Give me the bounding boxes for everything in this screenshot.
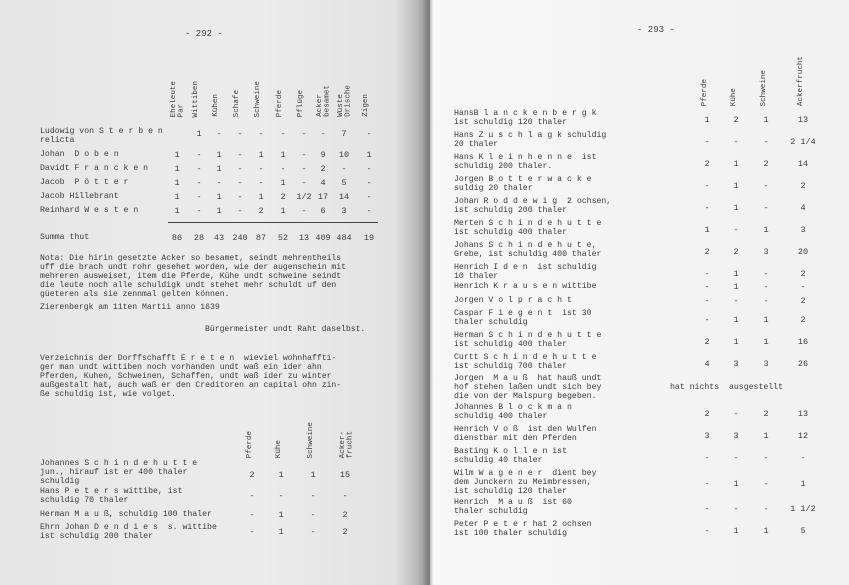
row-note: hat nichts ausgestellt xyxy=(670,383,784,392)
table-cell: 15 xyxy=(339,470,351,480)
table-cell: - xyxy=(249,510,255,520)
table-cell: 7 xyxy=(341,129,347,139)
row-name: Herman M a u ß, schuldig 100 thaler xyxy=(40,510,212,519)
table-cell: 1 xyxy=(733,526,739,536)
table-cell: 1 xyxy=(196,129,202,139)
column-header: Pflüge xyxy=(297,89,305,117)
total-cell: 484 xyxy=(336,233,352,243)
table-cell: 2 xyxy=(800,296,806,306)
table-cell: 3 xyxy=(341,206,347,216)
column-header: Kühe xyxy=(275,439,283,458)
table-cell: - xyxy=(763,296,769,306)
table-cell: 10 xyxy=(338,150,350,160)
table-cell: 1 xyxy=(216,164,222,174)
table-cell: - xyxy=(704,453,710,463)
table-cell: - xyxy=(704,504,710,514)
table-cell: 1 xyxy=(278,527,284,537)
table-cell: - xyxy=(196,192,202,202)
table-cell: 2 xyxy=(800,315,806,325)
table-cell: - xyxy=(763,453,769,463)
table-cell: 1 xyxy=(704,115,710,125)
table-cell: - xyxy=(366,192,372,202)
row-name: Henrich V o ß ist den Wulfen dienstbar mit den Pferden xyxy=(454,425,597,443)
table-cell: - xyxy=(237,129,243,139)
table-cell: 1 xyxy=(278,470,284,480)
total-cell: 86 xyxy=(171,233,183,243)
row-name: Caspar F i e g e n t ist 30 thaler schuldig xyxy=(454,309,592,327)
column-header: Acker besamet xyxy=(316,85,332,117)
table-cell: - xyxy=(763,504,769,514)
table-cell: 1 xyxy=(763,337,769,347)
table-cell: 1/2 xyxy=(296,192,312,202)
row-name: Jorgen V o l p r a c h t xyxy=(454,296,572,305)
page-number: - 293 - xyxy=(637,25,675,35)
table-cell: 1 xyxy=(280,178,286,188)
table-cell: 2 xyxy=(800,269,806,279)
table-cell: - xyxy=(280,129,286,139)
table-cell: 1 xyxy=(216,206,222,216)
table-cell: - xyxy=(763,269,769,279)
table-cell: 1 xyxy=(310,470,316,480)
table-cell: 3 xyxy=(800,225,806,235)
table-cell: 1 xyxy=(258,192,264,202)
column-header: Zigen xyxy=(362,94,370,117)
table-cell: - xyxy=(249,491,255,501)
row-name: Henrich M a u ß ist 60 thaler schuldig xyxy=(454,498,572,516)
row-name: Jorgen M a u ß hat hauß undt hof stehen laßen undt sich bey die von der Malspurg begeben. xyxy=(454,374,602,401)
table-cell: - xyxy=(800,282,806,292)
table-cell: - xyxy=(310,510,316,520)
table-cell: 2 xyxy=(733,115,739,125)
table-cell: 1 xyxy=(800,479,806,489)
table-cell: 4 xyxy=(800,203,806,213)
table-cell: 26 xyxy=(797,359,809,369)
table-cell: 1 xyxy=(216,150,222,160)
table-cell: 4 xyxy=(320,178,326,188)
table-cell: - xyxy=(216,178,222,188)
table-cell: - xyxy=(237,178,243,188)
table-cell: - xyxy=(763,203,769,213)
table-cell: 1 xyxy=(174,150,180,160)
table-cell: 1 xyxy=(174,164,180,174)
right-page xyxy=(430,0,849,585)
table-cell: - xyxy=(341,164,347,174)
table-cell: - xyxy=(366,206,372,216)
table-cell: - xyxy=(733,504,739,514)
table-cell: - xyxy=(366,164,372,174)
row-name: Johan D o b e n xyxy=(40,150,119,159)
table-cell: 2 xyxy=(800,181,806,191)
table-cell: - xyxy=(733,453,739,463)
table-cell: - xyxy=(196,164,202,174)
table-cell: - xyxy=(704,137,710,147)
row-name: Ehrn Johan D e n d i e s s. wittibe ist schuldig 200 thaler xyxy=(40,523,217,541)
row-name: Jorgen B o t t e r w a c k e suldig 20 thaler xyxy=(454,175,592,193)
row-name: Reinhard W e s t e n xyxy=(40,206,139,215)
row-name: Johans S c h i n d e h u t e, Grebe, ist schuldig 400 thaler xyxy=(454,241,602,259)
table-cell: 14 xyxy=(797,159,809,169)
column-header: Wüste Drische xyxy=(337,85,353,117)
table-cell: - xyxy=(278,491,284,501)
table-cell: - xyxy=(258,164,264,174)
table-cell: 5 xyxy=(800,526,806,536)
table-cell: 2 xyxy=(763,159,769,169)
table-cell: - xyxy=(280,164,286,174)
table-cell: - xyxy=(704,526,710,536)
table-cell: 2 xyxy=(704,247,710,257)
table-cell: 20 xyxy=(797,247,809,257)
table-cell: 2 xyxy=(704,337,710,347)
column-header: Acker- frucht xyxy=(339,430,355,458)
table-cell: - xyxy=(196,206,202,216)
column-header: Wittiben xyxy=(192,80,200,117)
table-cell: - xyxy=(763,137,769,147)
table-cell: - xyxy=(196,150,202,160)
table-cell: - xyxy=(301,164,307,174)
table-cell: 2 xyxy=(733,247,739,257)
table-cell: 6 xyxy=(320,206,326,216)
total-cell: 13 xyxy=(298,233,310,243)
table-cell: 9 xyxy=(320,150,326,160)
table-cell: - xyxy=(366,178,372,188)
table-cell: - xyxy=(237,192,243,202)
table-cell: 2 xyxy=(763,409,769,419)
table-cell: 1 xyxy=(704,225,710,235)
table-cell: - xyxy=(704,479,710,489)
table-cell: 12 xyxy=(797,431,809,441)
row-name: Johannes S c h i n d e h u t t e jun., hirauf ist er 400 thaler schuldig xyxy=(40,459,198,486)
table-cell: - xyxy=(704,296,710,306)
signature: Bürgermeister undt Raht daselbst. xyxy=(205,325,366,334)
table-cell: - xyxy=(320,129,326,139)
total-rule xyxy=(168,222,378,223)
table-cell: 1 xyxy=(366,150,372,160)
table-cell: - xyxy=(704,203,710,213)
table-cell: - xyxy=(301,206,307,216)
row-name: Johan R o d d e w i g 2 ochsen, ist schuldig 200 thaler xyxy=(454,197,612,215)
row-name: Johannes B l o c k m a n schuldig 400 thaler xyxy=(454,403,572,421)
table-cell: 3 xyxy=(763,359,769,369)
table-cell: 1 xyxy=(733,479,739,489)
table-cell: 1 xyxy=(733,282,739,292)
table-cell: 1 xyxy=(763,526,769,536)
row-name: Hans K l e i n h e n n e ist schuldig 200 thaler. xyxy=(454,153,597,171)
table-cell: 1 xyxy=(258,150,264,160)
table-cell: 1 xyxy=(174,192,180,202)
table-cell: - xyxy=(258,129,264,139)
row-name: Hans Z u s c h l a g k schuldig 20 thaler xyxy=(454,131,607,149)
table-cell: - xyxy=(301,150,307,160)
table-cell: - xyxy=(366,129,372,139)
row-name: Henrich I d e n ist schuldig 10 thaler xyxy=(454,263,597,281)
column-header: Kühen xyxy=(212,94,220,117)
table-cell: - xyxy=(310,527,316,537)
table-cell: 16 xyxy=(797,337,809,347)
row-name: Ludowig von S t e r b e n relicta xyxy=(40,127,163,145)
table-cell: - xyxy=(733,296,739,306)
table-cell: 1 xyxy=(280,206,286,216)
table-cell: 3 xyxy=(763,247,769,257)
row-name: Wilm W a g e n e r dient bey dem Junckern zu Meimbressen, ist schuldig 120 thaler xyxy=(454,469,597,496)
table-cell: 1 xyxy=(763,115,769,125)
table-cell: - xyxy=(310,491,316,501)
table-cell: - xyxy=(733,137,739,147)
table-cell: 3 xyxy=(733,431,739,441)
table-cell: 1 1/2 xyxy=(790,504,816,514)
intro-paragraph: Verzeichnis der Dorffschafft E r e t e n wieviel wohnhaffti- ger man undt wittiben noch vorhanden undt waß ein ider ahn Pferden, Kuhen, Schweinen, Schaffen, undt waß ider zu winter außgestalt hat, auch waß er den Creditoren an capital ohn zin- ße schuldig ist, wie volget. xyxy=(40,354,342,400)
table-cell: 2 xyxy=(342,527,348,537)
column-header: Pferde xyxy=(276,89,284,117)
table-cell: 1 xyxy=(174,178,180,188)
row-name: Basting K o l l e n ist schuldig 40 thaler xyxy=(454,447,568,465)
table-cell: 1 xyxy=(733,159,739,169)
table-cell: - xyxy=(237,206,243,216)
total-cell: 87 xyxy=(255,233,267,243)
column-header: Ackerfrucht xyxy=(797,55,805,106)
table-cell: 2 xyxy=(320,164,326,174)
column-header: Schweine xyxy=(254,80,262,117)
table-cell: - xyxy=(704,181,710,191)
table-cell: 2 xyxy=(249,470,255,480)
total-label: Summa thut xyxy=(40,233,90,242)
table-cell: - xyxy=(249,527,255,537)
row-name: Curtt S c h i n d e h u t t e ist schuldig 700 thaler xyxy=(454,353,597,371)
table-cell: 14 xyxy=(338,192,350,202)
row-name: HansB l a n c k e n b e r g k ist schuldig 120 thaler xyxy=(454,109,597,127)
row-name: Herman S c h i n d e h u t t e ist schuldig 400 thaler xyxy=(454,331,602,349)
table-cell: 4 xyxy=(704,359,710,369)
table-cell: - xyxy=(196,178,202,188)
table-cell: - xyxy=(301,178,307,188)
column-header: Kühe xyxy=(730,87,738,106)
row-name: Davidt F r a n c k e n xyxy=(40,164,149,173)
total-cell: 52 xyxy=(277,233,289,243)
table-cell: 3 xyxy=(733,359,739,369)
table-cell: - xyxy=(763,181,769,191)
row-name: Henrich K r a u s e n wittibe xyxy=(454,282,597,291)
column-header: Schafe xyxy=(233,89,241,117)
row-name: Peter P e t e r hat 2 ochsen ist 100 thaler schuldig xyxy=(454,520,592,538)
table-cell: 1 xyxy=(763,431,769,441)
table-cell: 3 xyxy=(704,431,710,441)
table-cell: - xyxy=(704,315,710,325)
table-cell: 1 xyxy=(733,337,739,347)
table-cell: - xyxy=(258,178,264,188)
table-cell: - xyxy=(763,479,769,489)
table-cell: 2 xyxy=(704,159,710,169)
column-header: Schweine xyxy=(760,69,768,106)
table-cell: - xyxy=(301,129,307,139)
table-cell: 1 xyxy=(278,510,284,520)
table-cell: 2 xyxy=(342,510,348,520)
table-cell: 1 xyxy=(733,181,739,191)
book-spine xyxy=(422,0,434,585)
table-cell: - xyxy=(800,453,806,463)
total-cell: 19 xyxy=(363,233,375,243)
table-cell: 1 xyxy=(280,150,286,160)
table-cell: 13 xyxy=(797,409,809,419)
table-cell: 2 1/4 xyxy=(790,137,816,147)
column-header: Schweine xyxy=(307,421,315,458)
table-cell: - xyxy=(237,164,243,174)
row-name: Jacob Hillebrant xyxy=(40,192,119,201)
table-cell: - xyxy=(733,409,739,419)
table-cell: 1 xyxy=(174,206,180,216)
table-cell: 2 xyxy=(704,409,710,419)
table-cell: 1 xyxy=(216,192,222,202)
total-cell: 409 xyxy=(315,233,331,243)
table-cell: - xyxy=(763,282,769,292)
table-cell: 1 xyxy=(733,269,739,279)
table-cell: 2 xyxy=(280,192,286,202)
table-cell: 1 xyxy=(763,225,769,235)
page-number: - 292 - xyxy=(185,29,223,39)
total-cell: 43 xyxy=(213,233,225,243)
row-name: Hans P e t e r s wittibe, ist schuldig 70 thaler xyxy=(40,487,183,505)
table-cell: - xyxy=(733,225,739,235)
table-cell: - xyxy=(704,282,710,292)
table-cell: - xyxy=(704,269,710,279)
column-header: Pferde xyxy=(246,430,254,458)
table-cell: 5 xyxy=(341,178,347,188)
row-name: Jacob P ö t t e r xyxy=(40,178,129,187)
table-cell: 2 xyxy=(258,206,264,216)
nota-paragraph: Nota: Die hirin gesetzte Acker so besamet, seindt mehrentheils uff die brach undt rohr gesehet worden, wie der augenschein mit mehreren ausweiset, item die Pferde, Kühe undt schweine seindt die leute noch alle schuldigk undt stehet mehr schuldt uf den güeteren als sie zennmal gelten können. xyxy=(40,254,346,300)
table-cell: 1 xyxy=(733,315,739,325)
table-cell: - xyxy=(237,150,243,160)
row-name: Merten S c h i n d e h u t t e ist schuldig 400 thaler xyxy=(454,219,602,237)
place-date: Zierenbergk am 11ten Martii anno 1639 xyxy=(40,303,220,312)
table-cell: 13 xyxy=(797,115,809,125)
column-header: Eheleute Par xyxy=(170,80,186,117)
table-cell: 17 xyxy=(317,192,329,202)
table-cell: 1 xyxy=(733,203,739,213)
total-cell: 240 xyxy=(232,233,248,243)
table-cell: - xyxy=(216,129,222,139)
table-cell: 1 xyxy=(763,315,769,325)
column-header: Pferde xyxy=(701,78,709,106)
table-cell: - xyxy=(342,491,348,501)
total-cell: 28 xyxy=(193,233,205,243)
